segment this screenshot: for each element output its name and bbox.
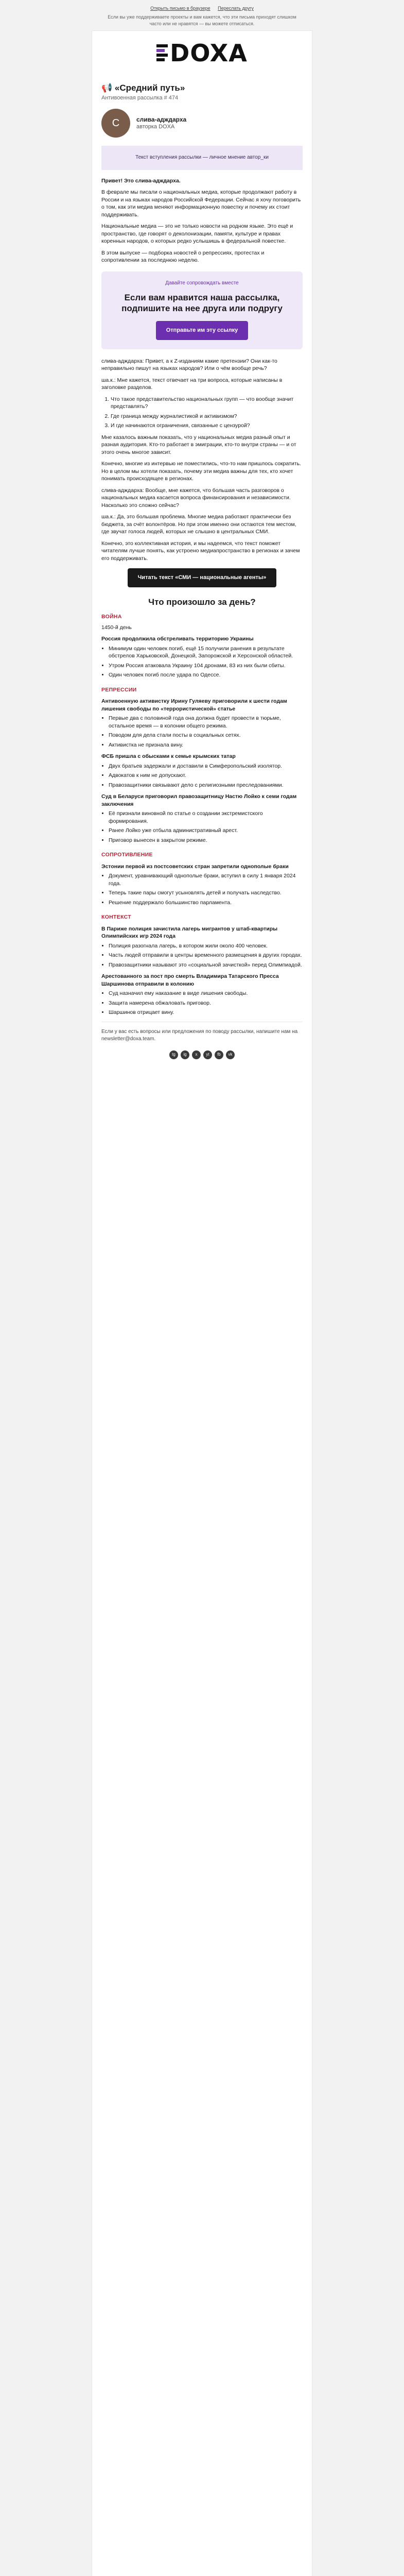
author-name: слива-адждарха [136,115,187,123]
youtube-icon[interactable]: yt [203,1050,212,1059]
author-role: авторка DOXA [136,124,175,130]
paragraph: В феврале мы писали о национальных медиа, которые продолжают работу в России и на языках народов Российской Федерации. Сейчас я хочу поговорить о том, как эти медиа меняют информационную повестку и почему их стоит поддерживать. [101,189,301,218]
paragraph: Конечно, это коллективная история, и мы надеемся, что текст поможет читателям лучше понять, как устроено медиапространство в регионах и зачем его поддерживать. [101,540,300,562]
feedback-note: Если у вас есть вопросы или предложения по поводу рассылки, напишите нам на newsletter@doxa.team. [101,1022,303,1043]
author-block [101,109,303,138]
list-item: 2. Где граница между журналистикой и активизмом? [111,413,303,420]
paragraph: Мне казалось важным показать, что у национальных медиа разный опыт и разная аудитория. Кто-то работает в эмиграции, кто-то внутри страны — и от этого очень многое зависит. [101,434,296,455]
category-resistance: СОПРОТИВЛЕНИЕ [101,852,153,858]
logo-mark-icon [156,44,168,62]
list-item: 3. И где начинаются ограничения, связанные с цензурой? [111,422,303,430]
list-item: • Суд назначил ему наказание в виде лишения свободы. [109,990,303,997]
questions-list [111,396,303,430]
vk-icon[interactable]: vk [226,1050,235,1059]
list-item: • Защита намерена обжаловать приговор. [109,999,303,1007]
intro-disclaimer: Текст вступления рассылки — личное мнение автор_ки [101,146,303,170]
list-item: • Правозащитники связывают дело с религиозными преследованиями. [109,782,303,789]
instagram-icon[interactable]: ig [181,1050,189,1059]
support-kicker: Давайте сопровождать вместе [165,280,239,286]
list-item: • Решение поддержало большинство парламента. [109,899,303,907]
list-item: • Приговор вынесен в закрытом режиме. [109,837,303,844]
news-title: Россия продолжила обстреливать территорию Украины [101,636,254,642]
news-bullets [109,810,303,844]
paragraph: Национальные медиа — это не только новости на родном языке. Это ещё и пространство, где говорят о деколонизации, памяти, культуре и правах коренных народов, о которых редко услышишь в федеральной повестке. [101,223,293,244]
digest-title: Что произошло за день? [148,597,256,607]
share-link-button[interactable]: Отправьте им эту ссылку [156,321,249,340]
open-in-browser-link[interactable]: Открыть письмо в браузере [150,6,210,11]
greeting: Привет! Это слива-адждарха. [101,177,181,184]
avatar: С [101,109,130,138]
news-title: В Париже полиция зачистила лагерь мигрантов у штаб-квартиры Олимпийских игр 2024 года [101,925,278,939]
list-item: • Адвокатов к ним не допускают. [109,772,303,779]
issue-title: 📢 «Средний путь» [101,83,185,93]
news-title: Арестованного за пост про смерть Владимира Татарского Пресса Шаршинова отправили в колонию [101,973,279,987]
news-bullets [109,990,303,1016]
forward-link[interactable]: Переслать другу [218,6,254,11]
support-block [101,272,303,349]
email-body [92,84,312,1059]
preheader-note: Если вы уже поддерживаете проекты и вам кажется, что эти письма приходят слишком часто или не нравятся — вы можете отписаться. [108,14,296,26]
list-item: • Шаршинов отрицает вину. [109,1009,303,1016]
header-logo [92,31,312,75]
list-item: • Минимум один человек погиб, ещё 15 получили ранения в результате обстрелов Харьковской, Донецкой, Запорожской и Херсонской областей. [109,645,303,660]
paragraph: слива-адждарха: Привет, а к Z-изданиям какие претензии? Они как-то неправильно пишут на языках народов? Или о чём вообще речь? [101,358,277,371]
telegram-icon[interactable]: tg [169,1050,178,1059]
news-title: Эстонии первой из постсоветских стран запретили однополые браки [101,863,289,870]
read-article-button[interactable]: Читать текст «СМИ — национальные агенты» [128,568,277,587]
list-item: • Один человек погиб после удара по Одессе. [109,671,303,679]
list-item: • Часть людей отправили в центры временного размещения в других городах. [109,952,303,959]
news-bullets [109,762,303,789]
news-title: Суд в Беларуси приговорил правозащитницу Настю Лойко к семи годам заключения [101,793,297,807]
list-item: • Ранее Лойко уже отбыла административный арест. [109,827,303,835]
x-icon[interactable]: x [192,1050,201,1059]
news-title: Антивоенную активистку Ирину Гуляеву приговорили к шести годам лишения свободы по «террористической» статье [101,698,287,712]
issue-subtitle: Антивоенная рассылка # 474 [101,94,179,101]
list-item: 1. Что такое представительство национальных групп — что вообще значит представлять? [111,396,303,411]
list-item: • Поводом для дела стали посты в социальных сетях. [109,732,303,739]
list-item: • Первые два с половиной года она должна будет провести в тюрьме, остальное время — в колонии общего режима. [109,715,303,730]
paragraph: слива-адждарха: Вообще, мне кажется, что большая часть разговоров о национальных медиа касается вопроса финансирования и независимости. Насколько это сложно сейчас? [101,487,291,509]
paragraph: ша.к.: Да, это большая проблема. Многие медиа работают практически без бюджета, за счёт волонтёров. Но при этом именно они остаются тем местом, где звучат голоса людей, которых не слышно в центральных СМИ. [101,514,296,535]
war-day: 1450-й день [101,624,132,631]
category-war: ВОЙНА [101,614,122,620]
list-item: • Документ, уравнивающий однополые браки, вступил в силу 1 января 2024 года. [109,872,303,887]
brand-name: DOXA [170,39,248,67]
paragraph: ша.к.: Мне кажется, текст отвечает на три вопроса, которые написаны в заголовке разделов. [101,377,283,391]
facebook-icon[interactable]: fb [215,1050,223,1059]
list-item: • Её признали виновной по статье о создании экстремистского формирования. [109,810,303,825]
news-bullets [109,645,303,679]
email-card [92,31,312,2576]
news-bullets [109,872,303,906]
news-bullets [109,715,303,749]
support-title: Если вам нравится наша рассылка, подпишите на нее друга или подругу [121,293,283,313]
news-title: ФСБ пришла с обысками к семье крымских татар [101,753,236,759]
paragraph: Конечно, многие из интервью не поместились, что-то нам пришлось сократить. Но в целом мы хотели показать, почему эти медиа важны для тех, кто хочет понимать происходящее в регионах. [101,461,301,482]
list-item: • Полиция разогнала лагерь, в котором жили около 400 человек. [109,942,303,950]
list-item: • Теперь такие пары смогут усыновлять детей и получать наследство. [109,889,303,897]
social-links [101,1050,303,1059]
paragraph: В этом выпуске — подборка новостей о репрессиях, протестах и сопротивлении за последнюю неделю. [101,249,265,263]
news-bullets [109,942,303,969]
category-context: КОНТЕКСТ [101,914,131,920]
category-repressions: РЕПРЕССИИ [101,686,137,693]
list-item: • Утром Россия атаковала Украину 104 дронами, 83 из них были сбиты. [109,662,303,670]
list-item: • Активистка не признала вину. [109,741,303,749]
list-item: • Правозащитники называют это «социальной зачисткой» перед Олимпиадой. [109,961,303,969]
list-item: • Двух братьев задержали и доставили в Симферопольский изолятор. [109,762,303,770]
